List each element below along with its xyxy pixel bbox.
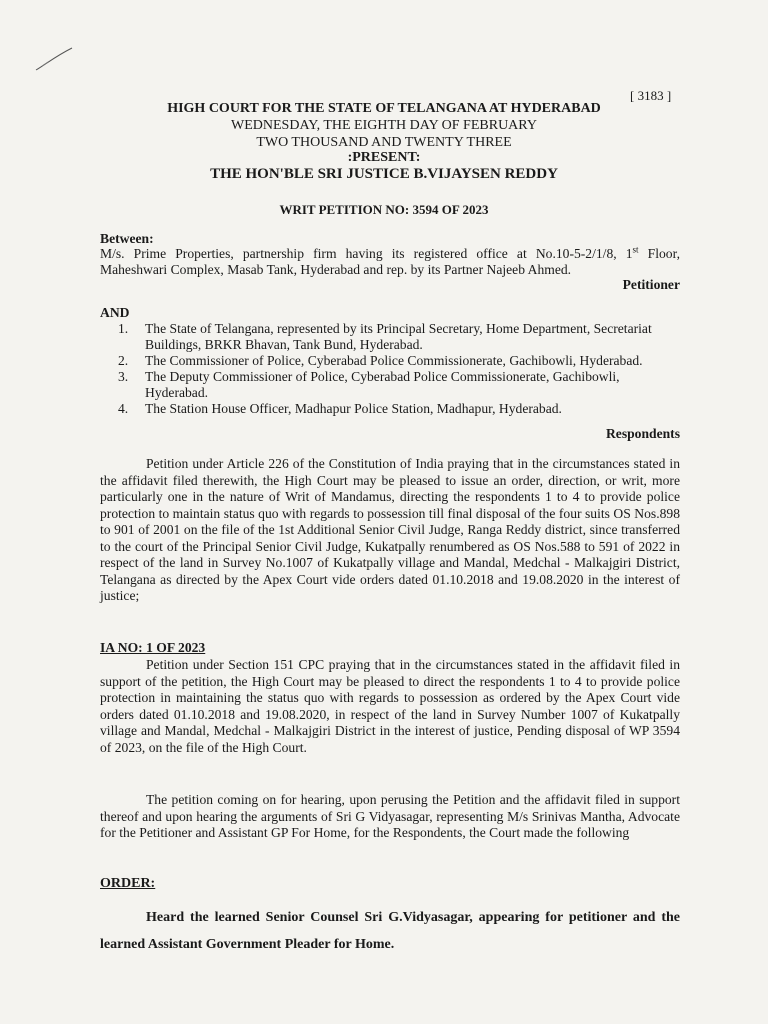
order-heading: ORDER:	[100, 876, 156, 891]
ia-heading: IA NO: 1 OF 2023	[100, 640, 206, 655]
respondent-number: 1.	[118, 321, 129, 336]
respondent-text: The Station House Officer, Madhapur Police Station, Madhapur, Hyderabad.	[145, 401, 562, 416]
respondent-number: 2.	[118, 353, 129, 368]
writ-petition-number: WRIT PETITION NO: 3594 OF 2023	[279, 202, 489, 217]
pen-stroke-mark	[34, 46, 74, 72]
respondent-text: The Deputy Commissioner of Police, Cyberabad Police Commissionerate, Gachibowli, Hyderabad.	[145, 369, 620, 400]
respondent-number: 3.	[118, 369, 129, 384]
between-label: Between:	[100, 231, 154, 246]
order-paragraph: Heard the learned Senior Counsel Sri G.Vidyasagar, appearing for petitioner and the learned Assistant Government Pleader for Home.	[100, 910, 680, 952]
and-label: AND	[100, 305, 130, 320]
petitioner-text-part-b: Floor, Maheshwari Complex, Masab Tank, Hyderabad and rep. by its Partner Najeeb Ahmed.	[100, 246, 680, 277]
respondent-item	[118, 401, 678, 417]
respondent-item	[118, 369, 678, 401]
petitioner-description	[100, 246, 680, 278]
respondents-list	[118, 321, 678, 417]
ia-petition-prayer: Petition under Section 151 CPC praying that in the circumstances stated in the affidavit filed in support of the petition, the High Court may be pleased to direct the respondents 1 to 4 to provide police protection in maintaining the status quo with regards to possession as ordered by the Apex Court vide orders dated 01.10.2018 and 19.08.2020, in respect of the land in Survey Number 1007 of Kukatpally village and Mandal, Medchal - Malkajgiri District in the interest of justice, Pending disposal of WP 3594 of 2023, on the file of the High Court.	[100, 657, 680, 755]
present-label: :PRESENT:	[347, 150, 421, 165]
court-name: HIGH COURT FOR THE STATE OF TELANGANA AT HYDERABAD	[167, 101, 601, 116]
date-year-line: TWO THOUSAND AND TWENTY THREE	[256, 135, 512, 150]
ordinal-suffix: st	[632, 244, 639, 255]
respondent-text: The State of Telangana, represented by its Principal Secretary, Home Department, Secretariat Buildings, BRKR Bhavan, Tank Bund, Hyderabad.	[145, 321, 652, 352]
petitioner-label: Petitioner	[622, 277, 680, 292]
date-day-line: WEDNESDAY, THE EIGHTH DAY OF FEBRUARY	[231, 118, 537, 133]
respondent-text: The Commissioner of Police, Cyberabad Police Commissionerate, Gachibowli, Hyderabad.	[145, 353, 643, 368]
hearing-paragraph: The petition coming on for hearing, upon perusing the Petition and the affidavit filed in support thereof and upon hearing the arguments of Sri G Vidyasagar, representing M/s Srinivas Mantha, Advocate for the Petitioner and Assistant GP For Home, for the Respondents, the Court made the following	[100, 792, 680, 840]
respondents-label: Respondents	[605, 426, 680, 441]
case-number: [ 3183 ]	[630, 88, 672, 103]
respondent-item	[118, 321, 678, 353]
justice-name: THE HON'BLE SRI JUSTICE B.VIJAYSEN REDDY	[210, 166, 558, 182]
respondent-number: 4.	[118, 401, 129, 416]
respondent-item	[118, 353, 678, 369]
writ-petition-prayer: Petition under Article 226 of the Constitution of India praying that in the circumstances stated in the affidavit filed therewith, the High Court may be pleased to issue an order, direction, or writ, more particularly one in the nature of Writ of Mandamus, directing the respondents 1 to 4 to provide police protection to maintain status quo with regards to possession till final disposal of the four suits OS Nos.898 to 901 of 2001 on the file of the 1st Additional Senior Civil Judge, Ranga Reddy district, since transferred to the court of the Principal Senior Civil Judge, Kukatpally renumbered as OS Nos.588 to 591 of 2022 in respect of the land in Survey No.1007 of Kukatpally village and Mandal, Medchal - Malkajgiri District, Telangana as directed by the Apex Court vide orders dated 01.10.2018 and 19.08.2020 in the interest of justice;	[100, 456, 680, 603]
petitioner-text-part-a: M/s. Prime Properties, partnership firm having its registered office at No.10-5-2/1/8, 1	[100, 246, 633, 261]
